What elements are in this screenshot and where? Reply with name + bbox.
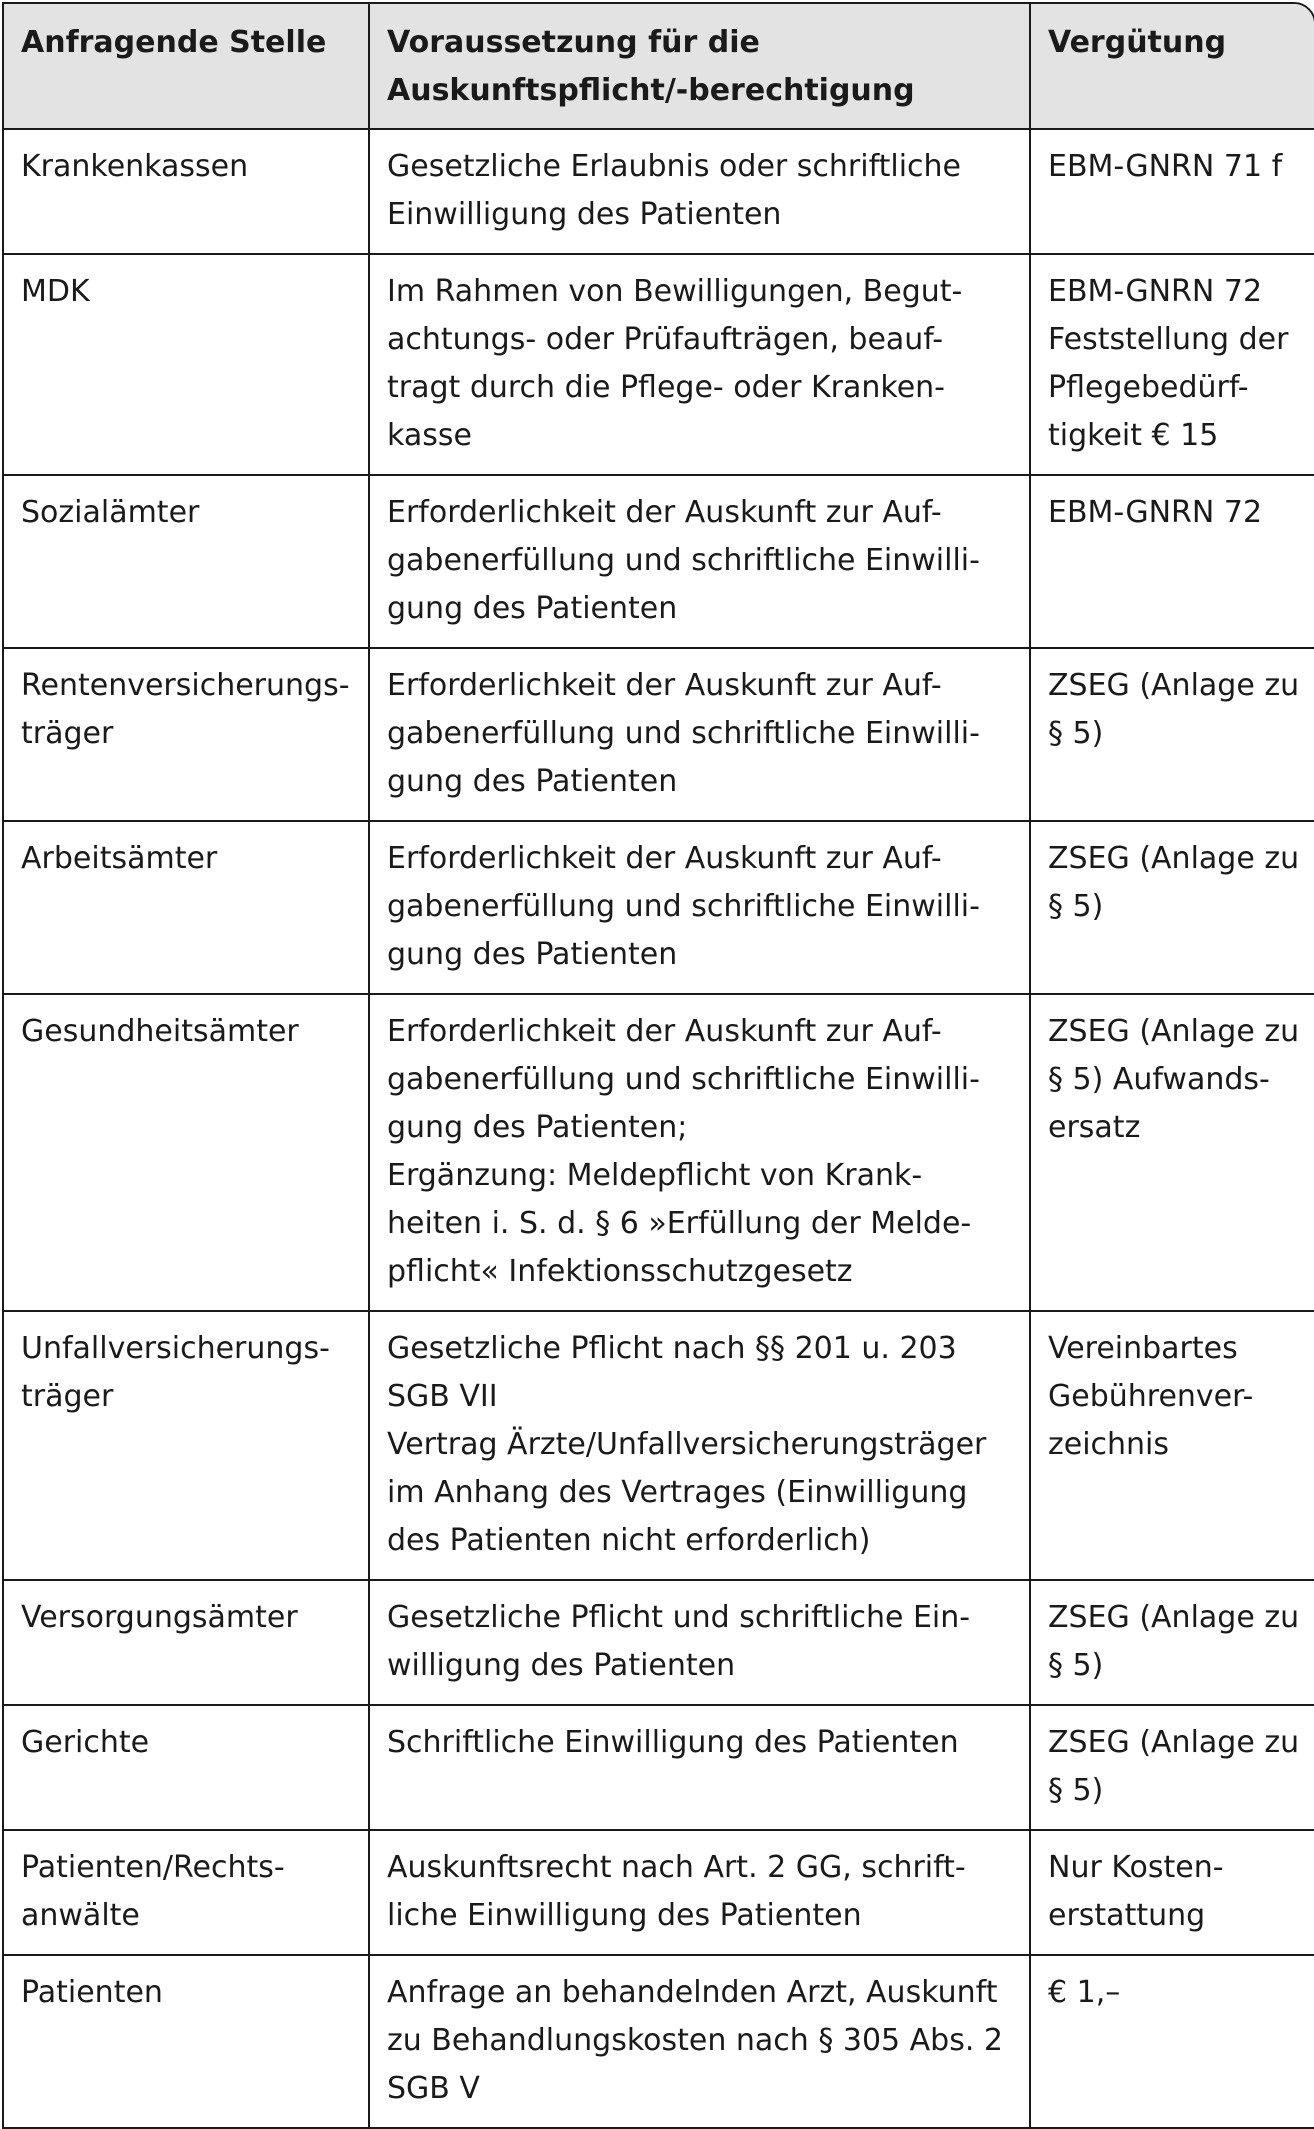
cell-text: Im Rahmen von Bewilligungen, Begut- achtungs- oder Prüfaufträgen, beauf- tragt durch die Pflege- oder Kranken- kasse [387,274,963,453]
cell-anfragende-stelle [4,1831,370,1956]
cell-text: MDK [21,274,90,309]
cell-text: Auskunftsrecht nach Art. 2 GG, schrift- liche Einwilligung des Patienten [387,1850,966,1933]
cell-text: ZSEG (Anlage zu § 5) [1048,1725,1300,1808]
cell-anfragende-stelle [4,1312,370,1581]
cell-text: Patienten [21,1975,163,2010]
header-verguetung [1031,4,1314,130]
cell-verguetung [1031,1706,1314,1831]
table-row [4,1956,1314,2127]
cell-text: EBM-GNRN 72 Feststellung der Pflegebedürf- tigkeit € 15 [1048,274,1289,453]
cell-text: Schriftliche Einwilligung des Patienten [387,1725,959,1760]
cell-verguetung [1031,822,1314,995]
cell-text: Krankenkassen [21,149,249,184]
cell-voraussetzung [370,1581,1031,1706]
cell-text: Gesetzliche Erlaubnis oder schriftliche Einwilligung des Patienten [387,149,962,232]
cell-anfragende-stelle [4,1581,370,1706]
cell-voraussetzung [370,995,1031,1312]
cell-text: EBM-GNRN 72 [1048,495,1263,530]
cell-anfragende-stelle [4,1956,370,2127]
cell-text: Erforderlichkeit der Auskunft zur Auf- gabenerfüllung und schriftliche Einwilli- gung des Patienten [387,668,980,799]
header-label: Voraussetzung für die Auskunftspflicht/-berechtigung [387,25,915,108]
header-voraussetzung [370,4,1031,130]
cell-text: ZSEG (Anlage zu § 5) [1048,668,1300,751]
header-row [4,4,1314,130]
cell-anfragende-stelle [4,130,370,255]
cell-text: Anfrage an behandelnden Arzt, Auskunft zu Behandlungskosten nach § 305 Abs. 2 SGB V [387,1975,1004,2106]
cell-verguetung [1031,1581,1314,1706]
cell-text: Erforderlichkeit der Auskunft zur Auf- gabenerfüllung und schriftliche Einwilli- gung des Patienten [387,495,980,626]
table-row [4,476,1314,649]
cell-text: Unfallversicherungs- träger [21,1331,330,1414]
cell-anfragende-stelle [4,1706,370,1831]
cell-verguetung [1031,130,1314,255]
table-row [4,1581,1314,1706]
cell-voraussetzung [370,1831,1031,1956]
cell-text: € 1,– [1048,1975,1121,2010]
cell-voraussetzung [370,1312,1031,1581]
cell-text: ZSEG (Anlage zu § 5) [1048,1600,1300,1683]
cell-verguetung [1031,995,1314,1312]
table-body [4,130,1314,2127]
table-container [2,2,1312,2129]
cell-voraussetzung [370,476,1031,649]
cell-text: Nur Kosten- erstattung [1048,1850,1224,1933]
cell-anfragende-stelle [4,649,370,822]
cell-anfragende-stelle [4,476,370,649]
cell-anfragende-stelle [4,822,370,995]
cell-text: Gerichte [21,1725,150,1760]
cell-text: Rentenversicherungs- träger [21,668,350,751]
cell-anfragende-stelle [4,255,370,476]
cell-text: Patienten/Rechts- anwälte [21,1850,285,1933]
table-row [4,130,1314,255]
cell-verguetung [1031,1831,1314,1956]
cell-text: Gesetzliche Pflicht nach §§ 201 u. 203 SGB VII Vertrag Ärzte/Unfallversicherungsträger im Anhang des Vertrages (Einwilligung des Patienten nicht erforderlich) [387,1331,987,1558]
cell-verguetung [1031,1312,1314,1581]
cell-voraussetzung [370,255,1031,476]
table-row [4,1831,1314,1956]
cell-text: EBM-GNRN 71 f [1048,149,1283,184]
cell-voraussetzung [370,1706,1031,1831]
data-table [2,2,1314,2129]
cell-verguetung [1031,1956,1314,2127]
cell-voraussetzung [370,649,1031,822]
table-row [4,995,1314,1312]
cell-text: Erforderlichkeit der Auskunft zur Auf- gabenerfüllung und schriftliche Einwilli- gung des Patienten; Ergänzung: Meldepflicht von Krank- heiten i. S. d. § 6 »Erfüllung der Melde- pflicht« Infektionsschutzgesetz [387,1014,980,1289]
cell-anfragende-stelle [4,995,370,1312]
table-row [4,649,1314,822]
cell-text: ZSEG (Anlage zu § 5) [1048,841,1300,924]
table-row [4,1706,1314,1831]
header-label: Vergütung [1048,25,1227,60]
cell-voraussetzung [370,130,1031,255]
cell-text: Gesetzliche Pflicht und schriftliche Ein- willigung des Patienten [387,1600,971,1683]
cell-text: Gesundheitsämter [21,1014,299,1049]
cell-verguetung [1031,649,1314,822]
table-row [4,255,1314,476]
header-label: Anfragende Stelle [21,25,327,60]
cell-text: Vereinbartes Gebührenver- zeichnis [1048,1331,1254,1462]
cell-text: Arbeitsämter [21,841,218,876]
cell-verguetung [1031,476,1314,649]
table-row [4,1312,1314,1581]
header-anfragende-stelle [4,4,370,130]
cell-voraussetzung [370,1956,1031,2127]
table-row [4,822,1314,995]
table-header [4,4,1314,130]
cell-text: ZSEG (Anlage zu § 5) Aufwands- ersatz [1048,1014,1300,1145]
cell-text: Versorgungsämter [21,1600,298,1635]
cell-text: Erforderlichkeit der Auskunft zur Auf- gabenerfüllung und schriftliche Einwilli- gung des Patienten [387,841,980,972]
cell-text: Sozialämter [21,495,200,530]
cell-verguetung [1031,255,1314,476]
cell-voraussetzung [370,822,1031,995]
